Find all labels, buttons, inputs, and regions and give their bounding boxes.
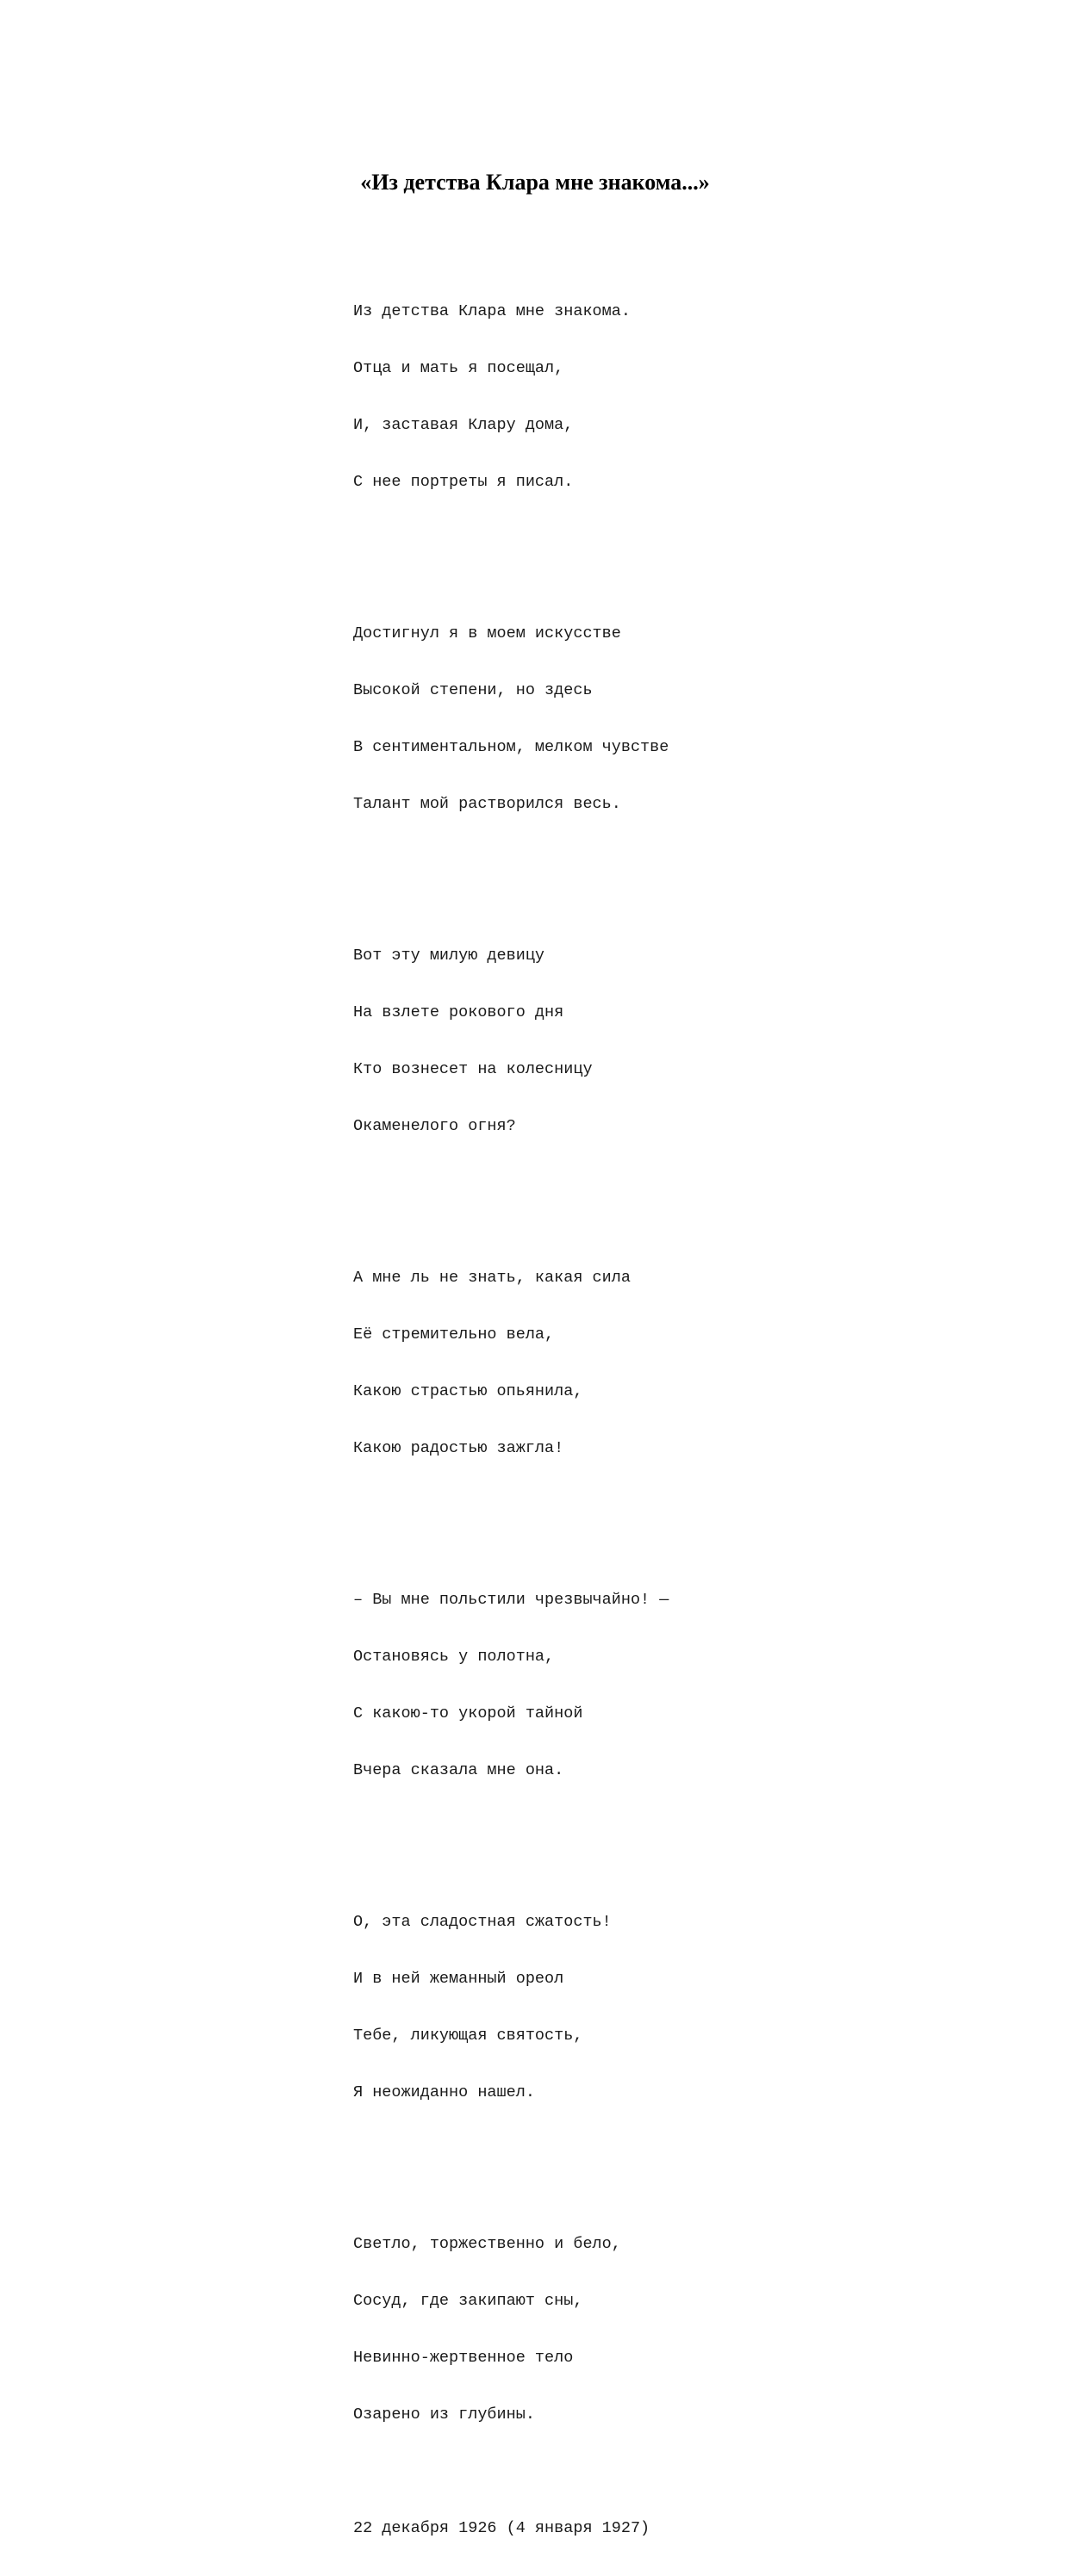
poem-line: Отца и мать я посещал, xyxy=(353,359,564,377)
poem-line: Вчера сказала мне она. xyxy=(353,1761,564,1779)
poem-line: А мне ль не знать, какая сила xyxy=(353,1269,631,1287)
poem-line: И, заставая Клару дома, xyxy=(353,416,574,434)
poem-line: Невинно-жертвенное тело xyxy=(353,2349,574,2367)
poem-title: «Из детства Клара мне знакома...» xyxy=(360,170,710,195)
poem-line: Вот эту милую девицу xyxy=(353,947,545,965)
poem-line: Окаменелого огня? xyxy=(353,1117,516,1135)
poem-line: Какою страстью опьянила, xyxy=(353,1382,583,1400)
poem-body xyxy=(353,227,1008,2576)
poem-line: Достигнул я в моем искусстве xyxy=(353,624,621,642)
stanza-7 xyxy=(353,2197,1008,2462)
poem-line: Её стремительно вела, xyxy=(353,1325,555,1344)
poem-line: Сосуд, где закипают сны, xyxy=(353,2292,583,2310)
poem-line: – Вы мне польстили чрезвычайно! — xyxy=(353,1591,669,1609)
stanza-6 xyxy=(353,1875,1008,2140)
poem-line: Я неожиданно нашел. xyxy=(353,2083,535,2101)
stanza-4 xyxy=(353,1231,1008,1496)
poem-line: Кто вознесет на колесницу xyxy=(353,1060,593,1078)
stanza-1 xyxy=(353,264,1008,530)
stanza-3 xyxy=(353,909,1008,1174)
poem-line: В сентиментальном, мелком чувстве xyxy=(353,738,669,756)
poem-line: Высокой степени, но здесь xyxy=(353,681,593,699)
poem-line: И в ней жеманный ореол xyxy=(353,1970,564,1988)
poem-line: На взлете рокового дня xyxy=(353,1003,564,1021)
poem-line: С какою-то укорой тайной xyxy=(353,1704,583,1723)
poem-line: О, эта сладостная сжатость! xyxy=(353,1913,612,1931)
poem-line: Озарено из глубины. xyxy=(353,2405,535,2424)
poem-line: Светло, торжественно и бело, xyxy=(353,2235,621,2253)
poem-line: С нее портреты я писал. xyxy=(353,473,574,491)
poem-line: Талант мой растворился весь. xyxy=(353,795,621,813)
stanza-5 xyxy=(353,1553,1008,1818)
poem-line: Остановясь у полотна, xyxy=(353,1648,555,1666)
stanza-2 xyxy=(353,587,1008,852)
poem-date: 22 декабря 1926 (4 января 1927) xyxy=(353,2519,650,2537)
poem-line: Из детства Клара мне знакома. xyxy=(353,302,631,320)
poem-line: Тебе, ликующая святость, xyxy=(353,2027,583,2045)
poem-line: Какою радостью зажгла! xyxy=(353,1439,564,1457)
